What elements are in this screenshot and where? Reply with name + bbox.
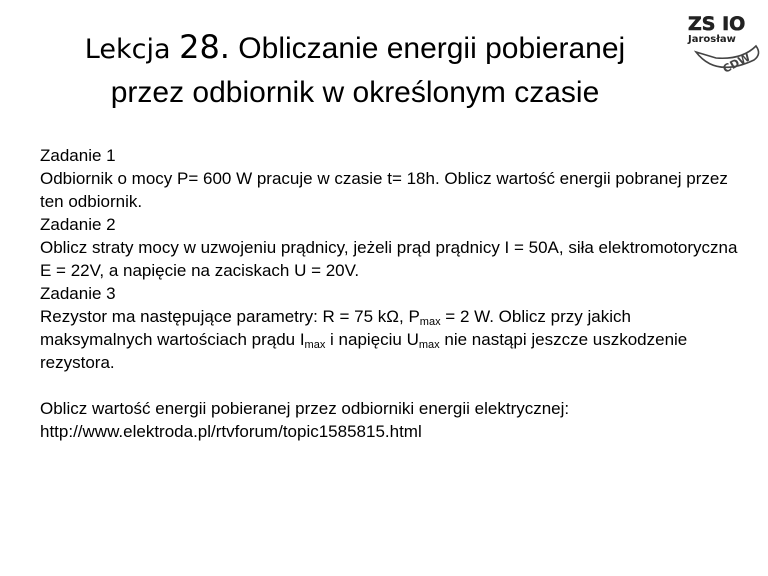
footer-link[interactable]: http://www.elektroda.pl/rtvforum/topic1585815.html [40, 422, 422, 441]
task-2-heading: Zadanie 2 [40, 215, 116, 234]
title-number: 28. [179, 28, 230, 66]
school-logo [682, 8, 766, 80]
title-line-1-rest: Obliczanie energii pobieranej [229, 32, 626, 65]
task-3-part-2: = 2 W. Oblicz przy jakich maksymalnych wartościach prądu I [40, 307, 631, 349]
task-3-sub-umax: max [418, 339, 440, 351]
spacer [40, 374, 740, 397]
school-logo-graphic [682, 8, 766, 80]
task-3-sub-pmax: max [419, 316, 441, 328]
title-line-1 [30, 26, 680, 71]
title-lekcja: Lekcja [84, 34, 180, 65]
page-title [30, 26, 680, 114]
task-3-part-4: nie nastąpi jeszcze uszkodzenie rezystora. [40, 330, 688, 372]
task-3-text [40, 305, 740, 374]
task-2-text: Oblicz straty mocy w uzwojeniu prądnicy, jeżeli prąd prądnicy I = 50A, siła elektromotoryczna E = 22V, a napięcie na zaciskach U = 20V. [40, 238, 738, 280]
footer-text: Oblicz wartość energii pobieranej przez odbiorniki energii elektrycznej: [40, 399, 570, 418]
logo-top-text: ZS IO [688, 13, 746, 35]
task-1-heading: Zadanie 1 [40, 146, 116, 165]
task-3-sub-imax: max [304, 339, 326, 351]
slide-body [40, 144, 740, 443]
task-3-part-1: Rezystor ma następujące parametry: R = 75 kΩ, P [40, 307, 420, 326]
logo-swirl-text: CDW [720, 50, 753, 76]
task-3-part-3: i napięciu U [325, 330, 419, 349]
task-1-text: Odbiornik o mocy P= 600 W pracuje w czasie t= 18h. Oblicz wartość energii pobranej przez ten odbiornik. [40, 169, 728, 211]
logo-city-text: Jarosław [688, 34, 736, 45]
title-line-2: przez odbiornik w określonym czasie [110, 76, 600, 109]
task-3-heading: Zadanie 3 [40, 284, 116, 303]
